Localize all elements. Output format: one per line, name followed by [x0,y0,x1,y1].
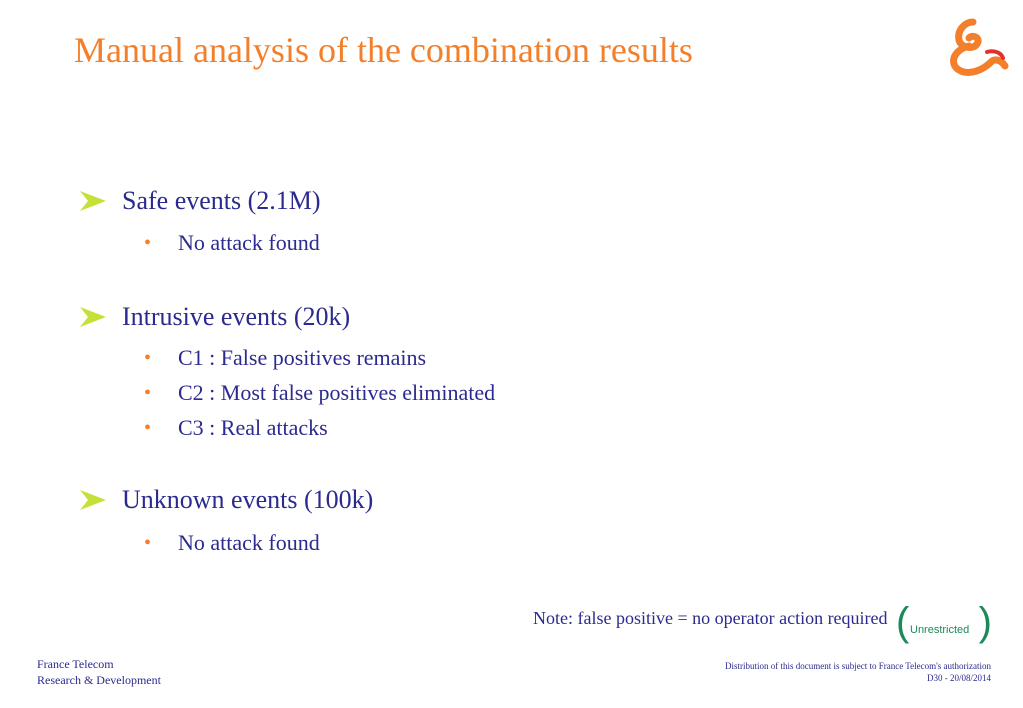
dot-bullet-icon: • [144,381,152,404]
classification-stamp [896,602,992,646]
dot-bullet-icon: • [144,531,152,554]
right-parenthesis-icon: ) [978,600,992,644]
dot-bullet-icon: • [144,346,152,369]
left-parenthesis-icon: ( [896,600,910,644]
dot-bullet-icon: • [144,416,152,439]
list-item-text: C2 : Most false positives eliminated [178,380,496,405]
list-item [144,345,426,370]
list-item-text: C1 : False positives remains [178,345,427,370]
footer-org-line1: France Telecom [37,657,114,671]
footnote: Note: false positive = no operator action required [533,608,888,628]
arrow-bullet-icon [78,189,108,213]
section-heading-text: Intrusive events (20k) [122,302,351,331]
list-item [144,530,320,555]
list-item [144,230,320,255]
footer-org-line2: Research & Development [37,673,161,687]
section-heading [78,485,373,515]
list-item [144,415,328,440]
section-heading [78,186,321,216]
dot-bullet-icon: • [144,231,152,254]
footer-doc-reference: D30 - 20/08/2014 [927,673,991,683]
arrow-bullet-icon [78,305,108,329]
arrow-bullet-icon [78,488,108,512]
section-heading-text: Unknown events (100k) [122,485,374,514]
section-heading [78,302,350,332]
list-item [144,380,495,405]
france-telecom-logo-icon [943,16,1009,76]
section-heading-text: Safe events (2.1M) [122,186,321,215]
list-item-text: No attack found [178,230,320,255]
list-item-text: C3 : Real attacks [178,415,328,440]
page-title: Manual analysis of the combination results [74,30,693,70]
footer-distribution-notice: Distribution of this document is subject to France Telecom's authorization [724,661,991,671]
footer-organization [37,656,161,688]
footer-distribution [725,660,991,684]
list-item-text: No attack found [178,530,320,555]
classification-label: Unrestricted [910,624,970,636]
